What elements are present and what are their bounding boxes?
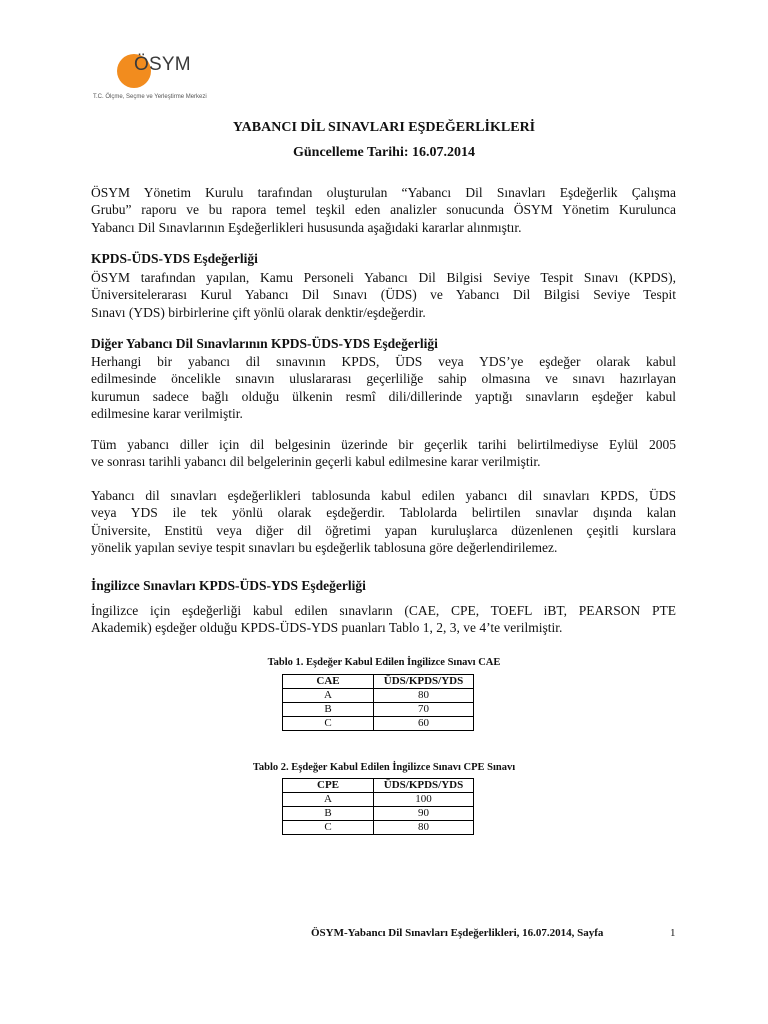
text-line: Yabancı Dil Sınavlarının Eşdeğerlikleri hususunda aşağıdaki kararlar alınmıştır. [91,219,522,235]
update-date: Güncelleme Tarihi: 16.07.2014 [293,145,475,160]
text-line: Yabancı dil sınavları eşdeğerlikleri tablosunda kabul edilen yabancı dil sınavları KPDS, ÜDS [91,488,676,503]
table-cell: A [283,793,374,807]
logo-text: ÖSYM [134,54,191,75]
section3-paragraph [91,602,676,637]
table-cell: B [283,703,374,717]
text-line: ÖSYM tarafından yapılan, Kamu Personeli Yabancı Dil Bilgisi Seviye Tespit Sınavı (KPDS), [91,270,676,285]
table-header-cell: ÜDS/KPDS/YDS [374,675,474,689]
text-line: Sınavı (YDS) birbirlerine çift yönlü olarak denktir/eşdeğerdir. [91,304,426,320]
text-line: ÖSYM Yönetim Kurulu tarafından oluşturulan “Yabancı Dil Sınavları Eşdeğerlik Çalışma [91,185,676,200]
table2-caption: Tablo 2. Eşdeğer Kabul Edilen İngilizce Sınavı CPE Sınavı [252,762,516,773]
table-header-row [283,675,474,689]
page-number: 1 [670,927,676,939]
text-line: ve sonrası tarihli yabancı dil belgelerinin geçerli kabul edilmesine karar verilmiştir. [91,454,541,470]
text-line: kurumun sadece bağlı olduğu ülkenin resmî dili/dillerinde yaptığı sınavların eşdeğer kabul [91,388,676,404]
cae-table [282,674,474,731]
table-cell: A [283,689,374,703]
section-heading-other-languages: Diğer Yabancı Dil Sınavlarının KPDS-ÜDS-YDS Eşdeğerliği [91,336,438,351]
cpe-table [282,778,474,835]
section2-paragraph-1 [91,353,676,422]
text-line: edilmesine karar verilmiştir. [91,405,243,421]
text-line: edilmesinde öncelikle sınavın uluslararası geçerliliğe sahip olmasına ve sınavı hazırlayan [91,371,676,387]
table-row [283,821,474,835]
table-header-cell: CPE [283,779,374,793]
table-header-cell: CAE [283,675,374,689]
table-cell: 80 [374,689,474,703]
table-cell: C [283,821,374,835]
table-header-row [283,779,474,793]
table-row [283,689,474,703]
page-footer: ÖSYM-Yabancı Dil Sınavları Eşdeğerlikleri, 16.07.2014, Sayfa [311,927,604,939]
table-header-cell: ÜDS/KPDS/YDS [374,779,474,793]
table-cell: 60 [374,717,474,731]
section2-paragraph-3 [91,487,676,556]
intro-paragraph [91,184,676,236]
text-line: veya YDS ile tek yönlü olarak eşdeğerdir. Tablolarda belirtilen sınavlar dışında kalan [91,505,676,521]
document-title: YABANCI DİL SINAVLARI EŞDEĞERLİKLERİ [232,120,536,135]
text-line: Üniversite, Enstitü veya diğer dil öğretimi yapan kuruluşlarca düzenlenen çeşitli kurslara [91,522,676,538]
table1-caption: Tablo 1. Eşdeğer Kabul Edilen İngilizce Sınavı CAE [267,657,501,668]
section2-paragraph-2 [91,436,676,471]
text-line: İngilizce için eşdeğerliği kabul edilen sınavların (CAE, CPE, TOEFL iBT, PEARSON PTE [91,603,676,618]
table-cell: 70 [374,703,474,717]
table-cell: B [283,807,374,821]
table-cell: 80 [374,821,474,835]
table-row [283,717,474,731]
text-line: Akademik) eşdeğer olduğu KPDS-ÜDS-YDS puanları Tablo 1, 2, 3, ve 4’te verilmiştir. [91,620,563,636]
table-cell: 100 [374,793,474,807]
text-line: Tüm yabancı diller için dil belgesinin üzerinde bir geçerlik tarihi belirtilmediyse Eylül 2005 [91,437,676,452]
text-line: yönelik yapılan seviye tespit sınavları bu eşdeğerlik tablosuna göre değerlendirilemez. [91,539,558,555]
section1-paragraph [91,269,676,321]
logo-subtitle: T.C. Ölçme, Seçme ve Yerleştirme Merkezi [93,94,207,100]
section-heading-kpds: KPDS-ÜDS-YDS Eşdeğerliği [91,251,258,266]
table-cell: C [283,717,374,731]
table-row [283,703,474,717]
table-row [283,793,474,807]
text-line: Üniversitelerarası Kurul Yabancı Dil Sınavı (ÜDS) ve Yabancı Dil Bilgisi Seviye Tespit [91,287,676,303]
table-cell: 90 [374,807,474,821]
text-line: Grubu” raporu ve bu rapora temel teşkil eden analizler sonucunda ÖSYM Yönetim Kurulunca [91,202,676,218]
section-heading-english: İngilizce Sınavları KPDS-ÜDS-YDS Eşdeğerliği [91,578,366,593]
table-row [283,807,474,821]
text-line: Herhangi bir yabancı dil sınavının KPDS, ÜDS veya YDS’ye eşdeğer olarak kabul [91,354,676,369]
